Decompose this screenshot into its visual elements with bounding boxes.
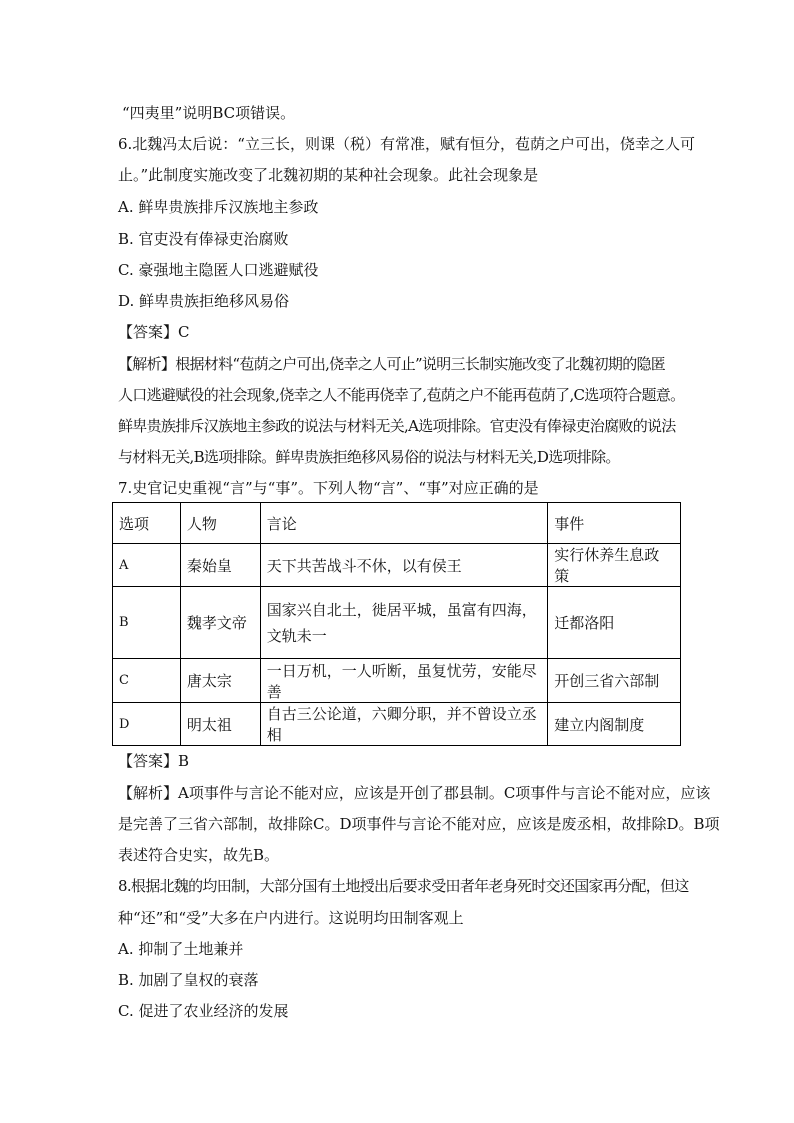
table-header-option: 选项 — [113, 503, 181, 544]
table-cell-speech: 自古三公论道，六卿分职，并不曾设立丞相 — [260, 703, 547, 746]
table-header-row — [113, 503, 681, 544]
question-7-stem: 7.史官记史重视“言”与“事”。下列人物“言”、“事”对应正确的是 — [118, 479, 539, 497]
table-row — [113, 587, 681, 659]
table-header-person: 人物 — [180, 503, 260, 544]
table-row — [113, 544, 681, 587]
question-7-analysis-line-1: 【解析】A项事件与言论不能对应，应该是开创了郡县制。C项事件与言论不能对应，应该 — [118, 784, 711, 802]
table-row — [113, 703, 681, 746]
question-6-analysis-line-1: 【解析】根据材料“苞荫之户可出,侥幸之人可止”说明三长制实施改变了北魏初期的隐匿 — [118, 355, 666, 373]
table-cell-speech: 一日万机，一人听断，虽复忧劳，安能尽善 — [260, 659, 547, 703]
table-cell-event: 迁都洛阳 — [548, 587, 681, 659]
table-cell-speech: 天下共苦战斗不休，以有侯王 — [260, 544, 547, 587]
table-cell-person: 明太祖 — [180, 703, 260, 746]
table-row — [113, 659, 681, 703]
table-cell-event: 建立内阁制度 — [548, 703, 681, 746]
question-8-stem-line-2: 种“还”和“受”大多在户内进行。这说明均田制客观上 — [118, 909, 464, 927]
question-6-answer: 【答案】C — [118, 323, 190, 341]
table-cell-person: 唐太宗 — [180, 659, 260, 703]
table-cell-option: B — [113, 587, 181, 659]
question-6-option-d: D. 鲜卑贵族拒绝移风易俗 — [118, 292, 290, 310]
table-cell-person: 魏孝文帝 — [180, 587, 260, 659]
question-6-option-c: C. 豪强地主隐匿人口逃避赋役 — [118, 261, 319, 279]
table-cell-event: 实行休养生息政策 — [548, 544, 681, 587]
text-line-prev-answer-end: “四夷里”说明BC项错误。 — [122, 104, 296, 122]
question-8-option-a: A. 抑制了土地兼并 — [118, 940, 244, 958]
table-cell-option: D — [113, 703, 181, 746]
table-cell-option: A — [113, 544, 181, 587]
question-6-option-a: A. 鲜卑贵族排斥汉族地主参政 — [118, 198, 319, 216]
question-8-option-c: C. 促进了农业经济的发展 — [118, 1002, 289, 1020]
table-cell-person: 秦始皇 — [180, 544, 260, 587]
question-7-analysis-line-3: 表述符合史实，故先B。 — [118, 846, 280, 864]
question-6-analysis-line-2: 人口逃避赋役的社会现象,侥幸之人不能再侥幸了,苞荫之户不能再苞荫了,C选项符合题意。 — [118, 386, 685, 404]
question-8-stem-line-1: 8.根据北魏的均田制，大部分国有土地授出后要求受田者年老身死时交还国家再分配，但这 — [118, 877, 689, 895]
question-7-analysis-line-2: 是完善了三省六部制，故排除C。D项事件与言论不能对应，应该是废丞相，故排除D。B项 — [118, 815, 720, 833]
table-cell-speech-wrap — [260, 587, 547, 659]
question-7-table — [112, 502, 681, 746]
table-cell-event: 开创三省六部制 — [548, 659, 681, 703]
question-6-stem-line-1: 6.北魏冯太后说：“立三长，则课（税）有常准，赋有恒分，苞荫之户可出，侥幸之人可 — [118, 135, 695, 153]
question-7-answer: 【答案】B — [118, 752, 190, 770]
question-6-analysis-line-4: 与材料无关,B选项排除。鲜卑贵族拒绝移风易俗的说法与材料无关,D选项排除。 — [118, 448, 620, 466]
table-header-event: 事件 — [548, 503, 681, 544]
question-6-option-b: B. 官吏没有俸禄吏治腐败 — [118, 230, 289, 248]
table-header-speech: 言论 — [260, 503, 547, 544]
table-cell-option: C — [113, 659, 181, 703]
question-6-stem-line-2: 止。”此制度实施改变了北魏初期的某种社会现象。此社会现象是 — [118, 166, 539, 184]
question-8-option-b: B. 加剧了皇权的衰落 — [118, 971, 259, 989]
table-cell-speech: 国家兴自北土，徙居平城，虽富有四海，文轨未一 — [266, 600, 537, 645]
question-6-analysis-line-3: 鲜卑贵族排斥汉族地主参政的说法与材料无关,A选项排除。官吏没有俸禄吏治腐败的说法 — [118, 417, 676, 435]
